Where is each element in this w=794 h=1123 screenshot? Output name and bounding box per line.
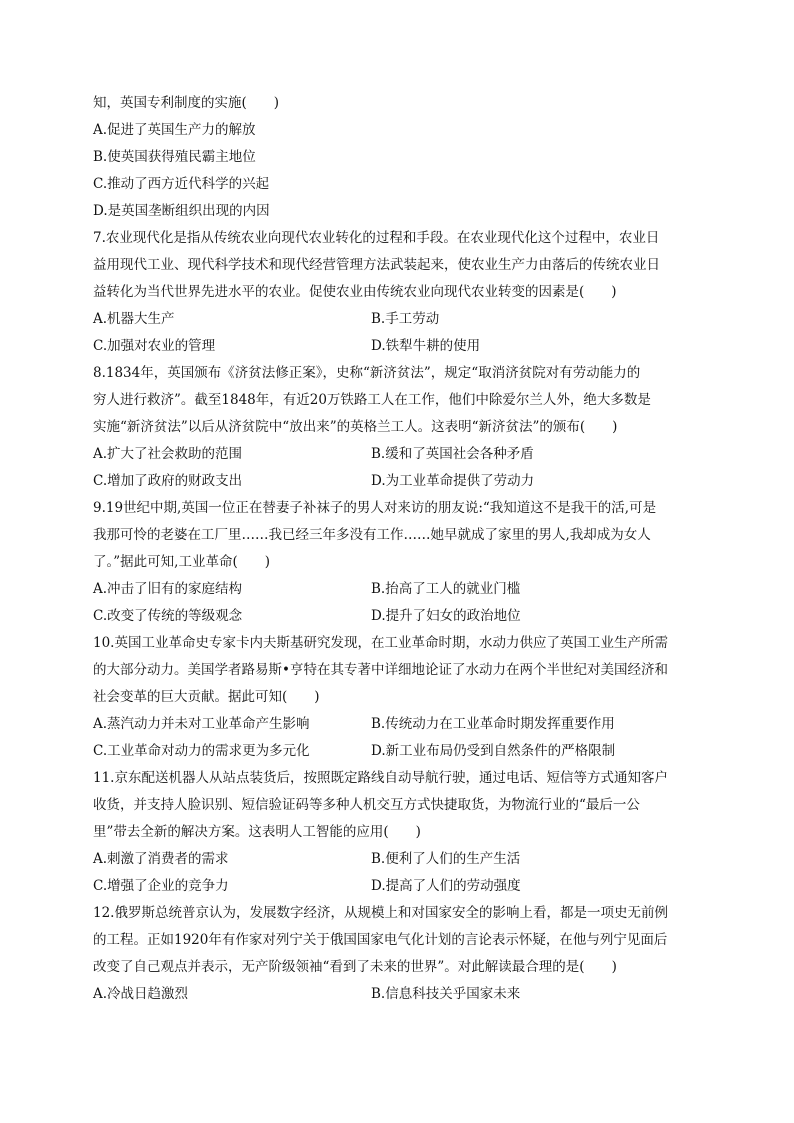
question-stem-line: 了。”据此可知,工业革命( ) xyxy=(93,554,270,570)
question-stem-line: 我那可怜的老婆在工厂里……我已经三年多没有工作……她早就成了家里的男人,我却成为女人 xyxy=(93,527,651,543)
option-row xyxy=(93,873,703,900)
option-a: A.扩大了社会救助的范围 xyxy=(93,446,243,462)
question-stem-line: 12.俄罗斯总统普京认为，发展数字经济，从规模上和对国家安全的影响上看，都是一项史无前例 xyxy=(93,905,668,921)
option-d: D.提高了人们的劳动强度 xyxy=(371,878,521,894)
question-stem-line: 益转化为当代世界先进水平的农业。促使农业由传统农业向现代农业转变的因素是( ) xyxy=(93,284,617,300)
question-8 xyxy=(93,360,703,495)
option-a: A.冷战日趋激烈 xyxy=(93,986,189,1002)
question-stem-line: 的大部分动力。美国学者路易斯•亨特在其专著中详细地论证了水动力在两个半世纪对美国经济和 xyxy=(93,662,668,678)
question-stem-line: 8.1834年，英国颁布《济贫法修正案》，史称“新济贫法”，规定“取消济贫院对有劳动能力的 xyxy=(93,365,641,381)
question-stem-line: 10.英国工业革命史专家卡内夫斯基研究发现，在工业革命时期，水动力供应了英国工业生产所需 xyxy=(93,635,668,651)
option-a: A.促进了英国生产力的解放 xyxy=(93,122,256,138)
option-c: C.加强对农业的管理 xyxy=(93,338,216,354)
question-stem-line: 收货，并支持人脸识别、短信验证码等多种人机交互方式快捷取货，为物流行业的“最后一公 xyxy=(93,797,640,813)
option-row xyxy=(93,576,703,603)
option-a: A.机器大生产 xyxy=(93,311,175,327)
option-d: D.是英国垄断组织出现的内因 xyxy=(93,203,270,219)
question-7 xyxy=(93,225,703,360)
option-row xyxy=(93,711,703,738)
option-row xyxy=(93,846,703,873)
option-row xyxy=(93,981,703,1008)
option-row xyxy=(93,306,703,333)
option-c: C.工业革命对动力的需求更为多元化 xyxy=(93,743,310,759)
option-d: D.提升了妇女的政治地位 xyxy=(371,608,521,624)
option-b: B.便利了人们的生产生活 xyxy=(371,851,521,867)
exam-page xyxy=(93,90,703,1008)
question-stem-line: 里”带去全新的解决方案。这表明人工智能的应用( ) xyxy=(93,824,421,840)
question-stem-line: 社会变革的巨大贡献。据此可知( ) xyxy=(93,689,320,705)
option-a: A.蒸汽动力并未对工业革命产生影响 xyxy=(93,716,310,732)
question-stem-line: 9.19世纪中期,英国一位正在替妻子补袜子的男人对来访的朋友说:“我知道这不是我干的活,可是 xyxy=(93,500,657,516)
question-stem-line: 改变了自己观点并表示，无产阶级领袖“看到了未来的世界”。对此解读最合理的是( ) xyxy=(93,959,617,975)
question-stem-line: 11.京东配送机器人从站点装货后，按照既定路线自动导航行驶，通过电话、短信等方式通知客户 xyxy=(93,770,668,786)
option-c: C.增加了政府的财政支出 xyxy=(93,473,243,489)
option-c: C.改变了传统的等级观念 xyxy=(93,608,243,624)
option-row xyxy=(93,441,703,468)
question-6 xyxy=(93,90,703,225)
option-d: D.铁犁牛耕的使用 xyxy=(371,338,481,354)
option-b: B.信息科技关乎国家未来 xyxy=(371,986,521,1002)
option-b: B.抬高了工人的就业门槛 xyxy=(371,581,521,597)
question-stem-line: 的工程。正如1920年有作家对列宁关于俄国国家电气化计划的言论表示怀疑，在他与列宁见面后 xyxy=(93,932,668,948)
option-b: B.手工劳动 xyxy=(371,311,440,327)
question-9 xyxy=(93,495,703,630)
question-stem-line: 实施“新济贫法”以后从济贫院中“放出来”的英格兰工人。这表明“新济贫法”的颁布( ) xyxy=(93,419,618,435)
question-6-tail: 知，英国专利制度的实施( ) xyxy=(93,95,280,111)
question-11 xyxy=(93,765,703,900)
question-10 xyxy=(93,630,703,765)
option-row xyxy=(93,738,703,765)
option-c: C.推动了西方近代科学的兴起 xyxy=(93,176,270,192)
option-b: B.传统动力在工业革命时期发挥重要作用 xyxy=(371,716,615,732)
option-row xyxy=(93,468,703,495)
option-b: B.缓和了英国社会各种矛盾 xyxy=(371,446,534,462)
option-c: C.增强了企业的竞争力 xyxy=(93,878,229,894)
question-stem-line: 益用现代工业、现代科学技术和现代经营管理方法武装起来，使农业生产力由落后的传统农业日 xyxy=(93,257,660,273)
option-d: D.新工业布局仍受到自然条件的严格限制 xyxy=(371,743,616,759)
option-row xyxy=(93,603,703,630)
question-stem-line: 7.农业现代化是指从传统农业向现代农业转化的过程和手段。在农业现代化这个过程中，农业日 xyxy=(93,230,660,246)
option-b: B.使英国获得殖民霸主地位 xyxy=(93,149,256,165)
option-row xyxy=(93,333,703,360)
question-stem-line: 穷人进行救济”。截至1848年，有近20万铁路工人在工作，他们中除爱尔兰人外，绝大多数是 xyxy=(93,392,651,408)
option-a: A.刺激了消费者的需求 xyxy=(93,851,229,867)
option-a: A.冲击了旧有的家庭结构 xyxy=(93,581,243,597)
question-12 xyxy=(93,900,703,1008)
option-d: D.为工业革命提供了劳动力 xyxy=(371,473,535,489)
